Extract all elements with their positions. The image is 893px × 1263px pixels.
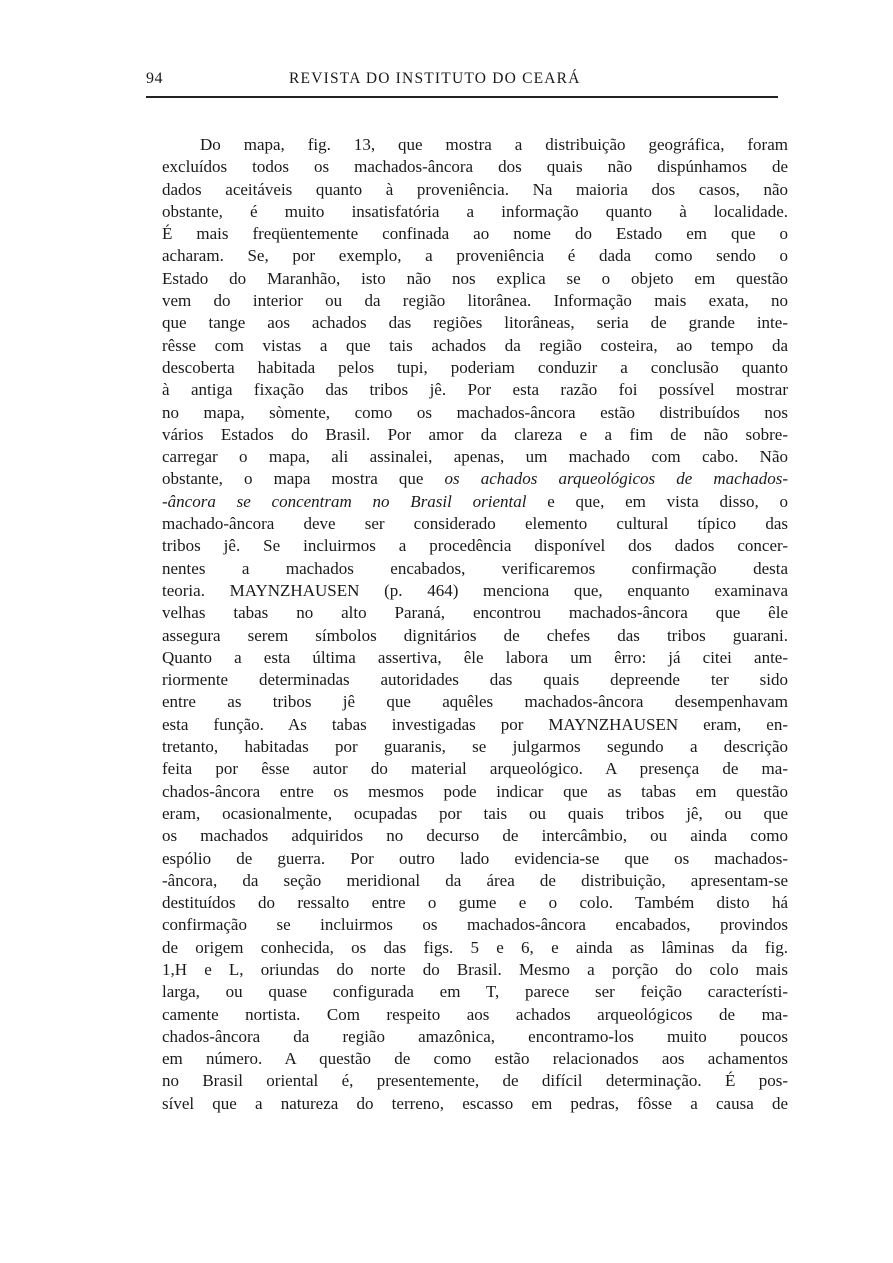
text-segment: de origem conhecida, os das figs. 5 e 6, e ainda as lâminas da fig. <box>162 937 788 957</box>
text-segment: assegura serem símbolos dignitários de chefes das tribos guarani. <box>162 625 788 645</box>
text-line <box>162 781 788 803</box>
text-segment: vem do interior ou da região litorânea. Informação mais exata, no <box>162 291 788 311</box>
text-line <box>162 892 788 914</box>
text-segment: É mais freqüentemente confinada ao nome do Estado em que o <box>162 224 788 244</box>
body-text <box>162 134 788 1115</box>
text-segment: chados-âncora entre os mesmos pode indicar que as tabas em questão <box>162 781 788 801</box>
text-line <box>162 335 788 357</box>
text-segment: espólio de guerra. Por outro lado evidencia-se que os machados- <box>162 848 788 868</box>
text-line <box>162 290 788 312</box>
text-segment: e que, em vista disso, o <box>526 491 788 511</box>
text-line <box>162 312 788 334</box>
text-line <box>162 825 788 847</box>
text-segment: sível que a natureza do terreno, escasso em pedras, fôsse a causa de <box>162 1093 788 1113</box>
text-line <box>162 558 788 580</box>
text-segment: os machados adquiridos no decurso de intercâmbio, ou ainda como <box>162 826 788 846</box>
text-line <box>162 1026 788 1048</box>
text-segment: entre as tribos jê que aquêles machados-âncora desempenhavam <box>162 692 788 712</box>
text-segment: nentes a machados encabados, verificaremos confirmação desta <box>162 558 788 578</box>
text-line <box>162 402 788 424</box>
text-line <box>162 379 788 401</box>
text-line <box>162 357 788 379</box>
text-segment: -âncora, da seção meridional da área de distribuição, apresentam-se <box>162 870 788 890</box>
text-segment: Quanto a esta última assertiva, êle labora um êrro: já citei ante- <box>162 647 788 667</box>
page-number: 94 <box>146 70 163 87</box>
text-line <box>162 580 788 602</box>
text-line <box>162 914 788 936</box>
text-segment: destituídos do ressalto entre o gume e o colo. Também disto há <box>162 893 788 913</box>
text-segment: machado-âncora deve ser considerado elemento cultural típico das <box>162 514 788 534</box>
text-segment: confirmação se incluirmos os machados-âncora encabados, provindos <box>162 915 788 935</box>
text-segment: teoria. MAYNZHAUSEN (p. 464) menciona que, enquanto examinava <box>162 580 788 600</box>
text-line <box>162 602 788 624</box>
text-line <box>162 535 788 557</box>
text-line <box>162 179 788 201</box>
text-line <box>162 647 788 669</box>
text-segment: Do mapa, fig. 13, que mostra a distribuição geográfica, foram <box>200 135 788 154</box>
text-segment: excluídos todos os machados-âncora dos quais não dispúnhamos de <box>162 157 788 177</box>
text-segment: acharam. Se, por exemplo, a proveniência é dada como sendo o <box>162 246 788 266</box>
text-line <box>162 870 788 892</box>
text-line <box>162 937 788 959</box>
text-line <box>162 223 788 245</box>
text-line <box>162 803 788 825</box>
text-segment: carregar o mapa, ali assinalei, apenas, um machado com cabo. Não <box>162 447 788 467</box>
text-segment: camente nortista. Com respeito aos achados arqueológicos de ma- <box>162 1004 788 1024</box>
text-line <box>162 848 788 870</box>
text-line <box>162 1004 788 1026</box>
text-segment: esta função. As tabas investigadas por MAYNZHAUSEN eram, en- <box>162 714 788 734</box>
text-line <box>162 268 788 290</box>
text-line <box>162 981 788 1003</box>
italic-text: -âncora se concentram no Brasil oriental <box>162 491 527 511</box>
text-segment: 1,H e L, oriundas do norte do Brasil. Mesmo a porção do colo mais <box>162 959 788 979</box>
text-line <box>162 468 788 490</box>
text-segment: feita por êsse autor do material arqueológico. A presença de ma- <box>162 759 788 779</box>
text-segment: chados-âncora da região amazônica, encontramo-los muito poucos <box>162 1026 788 1046</box>
text-segment: que tange aos achados das regiões litorâneas, seria de grande inte- <box>162 313 788 333</box>
text-line <box>162 714 788 736</box>
text-line <box>162 669 788 691</box>
text-segment: dados aceitáveis quanto à proveniência. Na maioria dos casos, não <box>162 179 788 199</box>
text-line <box>162 1093 788 1115</box>
text-segment: à antiga fixação das tribos jê. Por esta razão foi possível mostrar <box>162 380 788 400</box>
running-header <box>146 68 778 98</box>
text-segment: no mapa, sòmente, como os machados-âncora estão distribuídos nos <box>162 402 788 422</box>
text-line <box>162 758 788 780</box>
text-segment: vários Estados do Brasil. Por amor da clareza e a fim de não sobre- <box>162 424 788 444</box>
text-line <box>162 134 788 156</box>
text-line <box>162 959 788 981</box>
text-line <box>162 201 788 223</box>
running-title: REVISTA DO INSTITUTO DO CEARÁ <box>289 70 581 87</box>
text-segment: descoberta habitada pelos tupi, poderiam conduzir a conclusão quanto <box>162 357 788 377</box>
text-segment: tretanto, habitadas por guaranis, se julgarmos segundo a descrição <box>162 737 788 757</box>
text-line <box>162 625 788 647</box>
text-line <box>162 424 788 446</box>
text-segment: velhas tabas no alto Paraná, encontrou machados-âncora que êle <box>162 603 788 623</box>
text-line <box>162 491 788 513</box>
text-line <box>162 245 788 267</box>
text-line <box>162 156 788 178</box>
text-line <box>162 513 788 535</box>
text-line <box>162 446 788 468</box>
text-segment: em número. A questão de como estão relacionados aos achamentos <box>162 1049 788 1069</box>
text-segment: rêsse com vistas a que tais achados da região costeira, ao tempo da <box>162 335 788 355</box>
text-line <box>162 1048 788 1070</box>
text-segment: Estado do Maranhão, isto não nos explica se o objeto em questão <box>162 268 788 288</box>
text-line <box>162 1070 788 1092</box>
text-segment: obstante, é muito insatisfatória a informação quanto à localidade. <box>162 201 788 221</box>
text-segment: tribos jê. Se incluirmos a procedência disponível dos dados concer- <box>162 536 788 556</box>
text-segment: no Brasil oriental é, presentemente, de difícil determinação. É pos- <box>162 1071 788 1091</box>
text-segment: eram, ocasionalmente, ocupadas por tais ou quais tribos jê, ou que <box>162 803 788 823</box>
text-segment: riormente determinadas autoridades das quais depreende ter sido <box>162 670 788 690</box>
text-line <box>162 691 788 713</box>
text-segment: obstante, o mapa mostra que <box>162 469 445 489</box>
text-segment: larga, ou quase configurada em T, parece ser feição característi- <box>162 982 788 1002</box>
italic-text: os achados arqueológicos de machados- <box>444 469 789 489</box>
text-line <box>162 736 788 758</box>
